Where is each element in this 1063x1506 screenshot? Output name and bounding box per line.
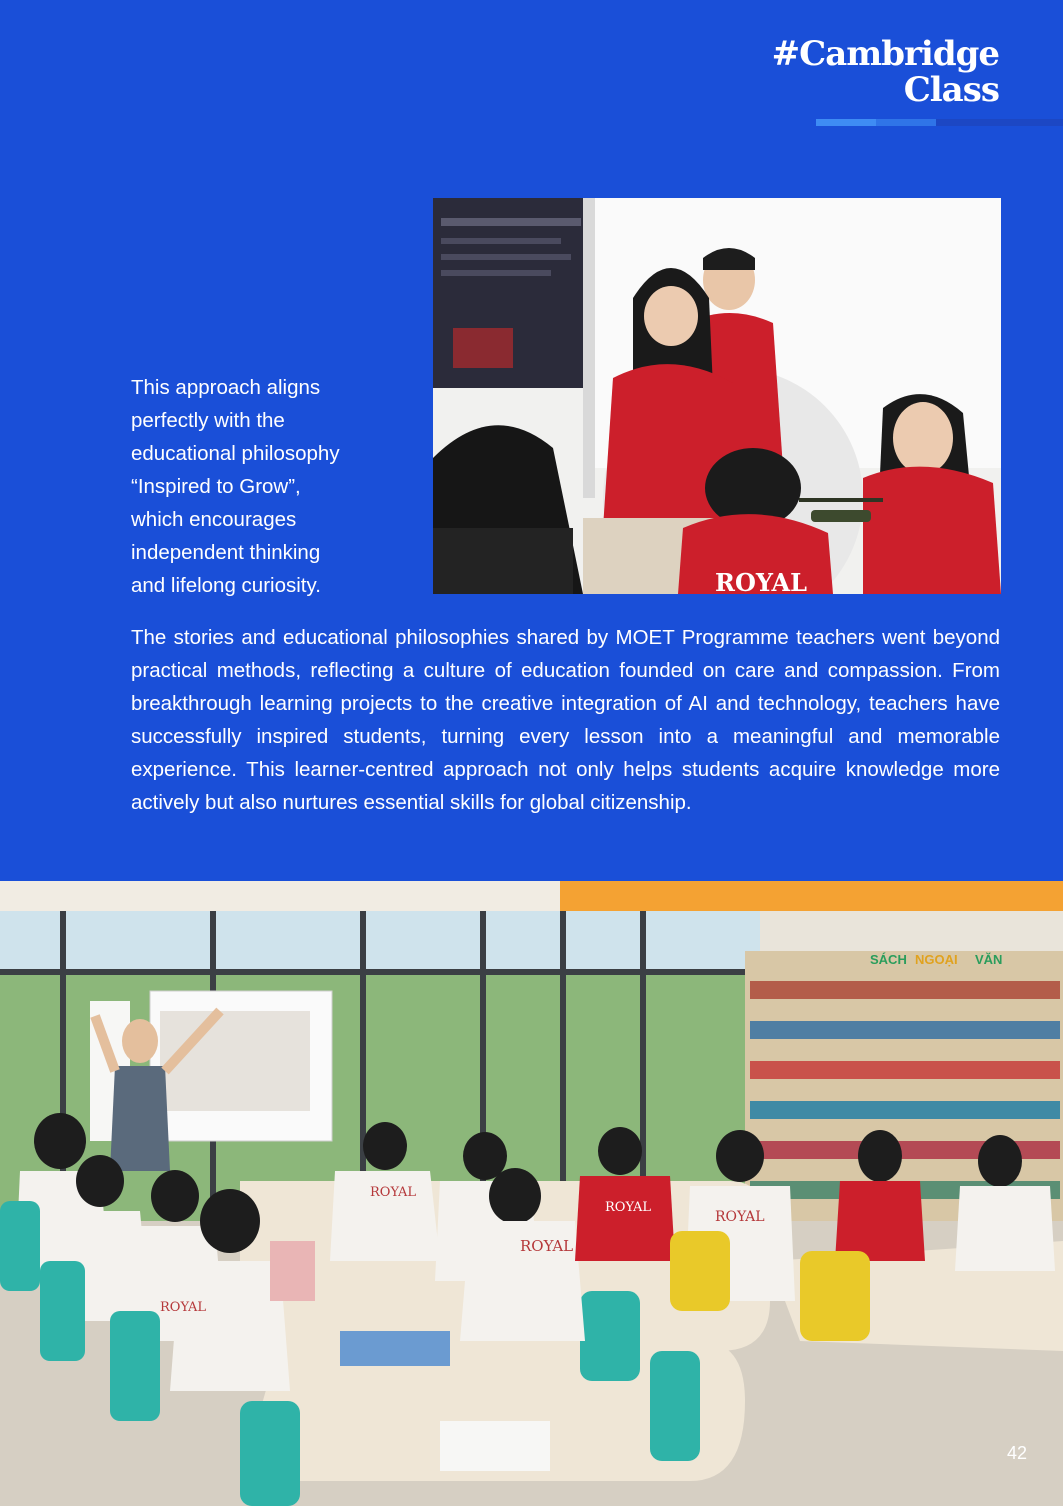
- shelf-word: SÁCH: [870, 952, 907, 967]
- intro-line: educational philosophy: [131, 442, 340, 465]
- section-tag-line2: Class: [903, 70, 999, 110]
- shirt-logo-text: ROYAL: [520, 1237, 574, 1255]
- section-tag: [772, 36, 999, 108]
- shirt-logo-text: ROYAL: [370, 1185, 417, 1200]
- library-classroom-illustration: [0, 881, 1063, 1506]
- shirt-logo-text: ROYAL: [605, 1200, 652, 1215]
- body-paragraph: The stories and educational philosophies shared by MOET Programme teachers went beyond practical methods, reflecting a culture of education founded on care and compassion. From breakthrough learning projects to the creative integration of AI and technology, teachers have successfully inspired students, turning every lesson into a meaningful and memorable experience. This learner-centred approach not only helps students acquire knowledge more actively but also nurtures essential skills for global citizenship.: [131, 626, 1000, 814]
- tag-underline-bar: [816, 119, 1063, 126]
- shirt-logo-text: ROYAL: [715, 1209, 765, 1225]
- intro-line: and lifelong curiosity.: [131, 574, 321, 597]
- shelf-word: VĂN: [975, 952, 1003, 967]
- section-tag-line1: #Cambridge: [771, 34, 999, 74]
- page-number: 42: [1006, 1443, 1027, 1463]
- intro-line: which encourages: [131, 508, 297, 531]
- classroom-photo-top: [433, 198, 1001, 594]
- shirt-logo-text: ROYAL: [160, 1300, 207, 1315]
- intro-line: perfectly with the: [131, 409, 285, 432]
- library-classroom-photo: [0, 881, 1063, 1506]
- intro-text: [131, 371, 421, 602]
- intro-line: “Inspired to Grow”,: [131, 475, 301, 498]
- classroom-photo-top-illustration: [433, 198, 1001, 594]
- shelf-word: NGOẠI: [915, 952, 958, 967]
- intro-line: independent thinking: [131, 541, 321, 564]
- shirt-logo-text: ROYAL: [715, 568, 807, 594]
- intro-line: This approach aligns: [131, 376, 321, 399]
